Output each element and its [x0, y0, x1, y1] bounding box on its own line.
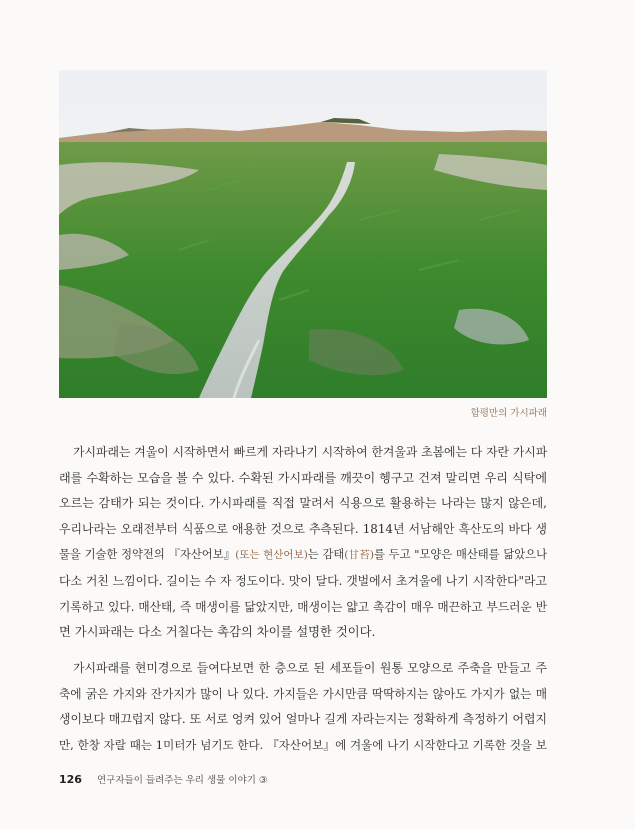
paragraph-line: 다소 거친 느낌이다. 길이는 수 자 정도이다. 맛이 달다. 갯벌에서 초겨울에 나기 시작한다"라고: [59, 573, 547, 588]
annotation-text: (또는 현산어보): [235, 549, 308, 562]
page-number: 126: [59, 773, 82, 786]
paragraph-line: [59, 542, 547, 569]
paragraph-line: 생이보다 매끄럽지 않다. 또 서로 엉켜 있어 얼마나 길게 자라는지는 정확하게 측정하기 어렵지: [59, 712, 547, 727]
tidal-flat-photo: [59, 70, 547, 398]
paragraph-line: 가시파래는 겨울이 시작하면서 빠르게 자라나기 시작하여 한겨울과 초봄에는 다 자란 가시파: [73, 445, 548, 459]
annotation-text: (甘苔): [344, 549, 374, 562]
text-run: 는 감태: [307, 548, 345, 562]
paragraph-line: 기록하고 있다. 매산태, 즉 매생이를 닮았지만, 매생이는 얇고 촉감이 매우 매끈하고 부드러운 반: [59, 599, 547, 614]
paragraph-line-last: 면 가시파래는 다소 거칠다는 촉감의 차이를 설명한 것이다.: [59, 625, 376, 640]
paragraph-line: 래를 수확하는 모습을 볼 수 있다. 수확된 가시파래를 깨끗이 헹구고 건져 말리면 우리 식탁에: [59, 470, 547, 485]
paragraph-line: 오르는 감태가 되는 것이다. 가시파래를 직접 말려서 식용으로 활용하는 나라는 많지 않은데,: [59, 496, 547, 511]
body-paragraph-1: [59, 440, 547, 646]
paragraph-line: 만, 한창 자랄 때는 1미터가 넘기도 한다. 『자산어보』에 겨울에 나기 시작한다고 기록한 것을 보: [59, 737, 547, 752]
paragraph-line: 축에 굵은 가지와 잔가지가 많이 나 있다. 가지들은 가시만큼 딱딱하지는 않아도 가지가 없는 매: [59, 686, 547, 701]
page-footer: [59, 772, 267, 786]
book-title: 연구자들이 들려주는 우리 생물 이야기 ③: [97, 775, 268, 786]
body-paragraph-2: [59, 656, 547, 758]
figure-caption: 함평만의 가시파래: [470, 408, 547, 419]
text-run: 를 두고 "모양은 매산태를 닮았으나: [374, 548, 548, 562]
paragraph-line: 가시파래를 현미경으로 들여다보면 한 층으로 된 세포들이 원통 모양으로 주축을 만들고 주: [73, 661, 547, 675]
paragraph-line: 우리나라는 오래전부터 식품으로 애용한 것으로 추측된다. 1814년 서남해안 흑산도의 바다 생: [59, 521, 547, 536]
text-run: 물을 기술한 정약전의 『자산어보』: [59, 548, 236, 562]
